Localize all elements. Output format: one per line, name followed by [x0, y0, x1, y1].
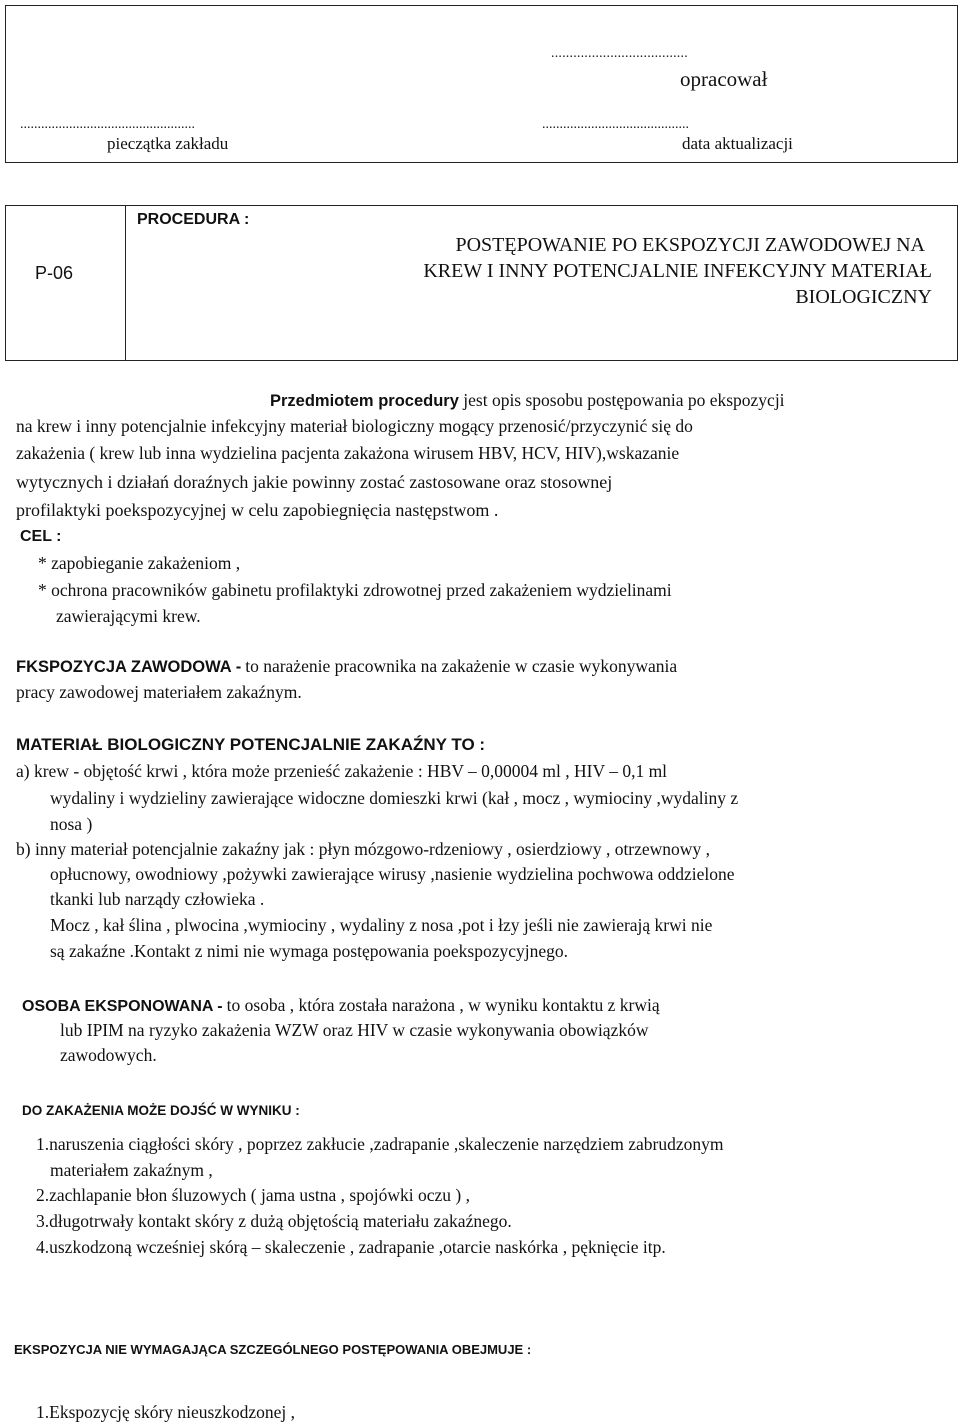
osoba-line-3: zawodowych. [60, 1045, 157, 1065]
procedure-divider [125, 206, 126, 360]
date-dots: .......................................... [542, 117, 689, 132]
osoba-definition [22, 995, 660, 1016]
ekspozycja-heading: FKSPOZYCJA ZAWODOWA - [16, 658, 242, 676]
osoba-heading: OSOBA EKSPONOWANA - [22, 998, 223, 1015]
prepared-by-label: opracował [680, 67, 768, 91]
material-line-b: b) inny materiał potencjalnie zakaźny jak : płyn mózgowo-rdzeniowy , osierdziowy , otrzewnowy , [16, 839, 710, 859]
intro-line-3: wytycznych i działań doraźnych jakie powinny zostać zastosowane oraz stosownej [16, 472, 613, 492]
cel-item-1: * zapobieganie zakażeniom , [38, 553, 241, 573]
osoba-line-2: lub IPIM na ryzyko zakażenia WZW oraz HIV w czasie wykonywania obowiązków [60, 1020, 649, 1040]
material-line-c: Mocz , kał ślina , plwocina ,wymiociny , wydaliny z nosa ,pot i łzy jeśli nie zawierają krwi nie [50, 915, 713, 935]
intro-lead-bold: Przedmiotem procedury [270, 392, 459, 410]
intro-lead-rest: jest opis sposobu postępowania po ekspozycji [463, 390, 785, 410]
procedure-title-line-1: POSTĘPOWANIE PO EKSPOZYCJI ZAWODOWEJ NA [455, 234, 925, 256]
osoba-text: to osoba , która została narażona , w wyniku kontaktu z krwią [226, 995, 660, 1015]
signature-dots: ..................................... [551, 46, 688, 61]
date-label: data aktualizacji [682, 134, 793, 153]
procedure-title-line-3: BIOLOGICZNY [795, 286, 932, 308]
zakazenie-item-1b: materiałem zakaźnym , [50, 1160, 213, 1180]
intro-lead [270, 390, 785, 411]
stamp-dots: .................................................. [20, 117, 195, 132]
header-box [5, 5, 958, 163]
procedure-label: PROCEDURA : [137, 211, 250, 228]
material-line-a2: wydaliny i wydzieliny zawierające widoczne domieszki krwi (kał , mocz , wymiociny ,wydaliny z [50, 788, 739, 808]
material-line-c2: są zakaźne .Kontakt z nimi nie wymaga postępowania poekspozycyjnego. [50, 941, 569, 961]
material-line-a: a) krew - objętość krwi , która może przenieść zakażenie : HBV – 0,00004 ml , HIV – 0,1 ml [16, 761, 668, 781]
nie-wymagajaca-heading: EKSPOZYCJA NIE WYMAGAJĄCA SZCZEGÓLNEGO POSTĘPOWANIA OBEJMUJE : [14, 1342, 532, 1357]
stamp-label: pieczątka zakładu [107, 134, 229, 153]
intro-line-4: profilaktyki poekspozycyjnej w celu zapobiegnięcia następstwom . [16, 500, 499, 520]
cel-item-2: * ochrona pracowników gabinetu profilaktyki zdrowotnej przed zakażeniem wydzielinami [38, 580, 672, 600]
procedure-code: P-06 [35, 263, 74, 283]
nie-wymagajaca-item-1: 1.Ekspozycję skóry nieuszkodzonej , [36, 1402, 296, 1422]
material-heading: MATERIAŁ BIOLOGICZNY POTENCJALNIE ZAKAŹNY TO : [16, 735, 486, 754]
ekspozycja-text: to narażenie pracownika na zakażenie w czasie wykonywania [245, 656, 678, 676]
zakazenie-item-3: 3.długotrwały kontakt skóry z dużą objętością materiału zakaźnego. [36, 1211, 512, 1231]
ekspozycja-text-line-2: pracy zawodowej materiałem zakaźnym. [16, 682, 302, 702]
intro-line-2: zakażenia ( krew lub inna wydzielina pacjenta zakażona wirusem HBV, HCV, HIV),wskazanie [16, 443, 680, 463]
procedure-title-line-2: KREW I INNY POTENCJALNIE INFEKCYJNY MATERIAŁ [423, 260, 932, 282]
material-line-a3: nosa ) [50, 814, 93, 834]
procedure-box [5, 205, 958, 361]
zakazenie-item-1: 1.naruszenia ciągłości skóry , poprzez zakłucie ,zadrapanie ,skaleczenie narzędziem zabrudzonym [36, 1134, 724, 1154]
zakazenie-item-4: 4.uszkodzoną wcześniej skórą – skaleczenie , zadrapanie ,otarcie naskórka , pęknięcie itp. [36, 1237, 666, 1257]
cel-heading: CEL : [20, 528, 62, 545]
cel-item-3: zawierającymi krew. [56, 606, 201, 626]
material-line-b2: opłucnowy, owodniowy ,pożywki zawierające wirusy ,nasienie wydzielina pochwowa oddzielone [50, 864, 735, 884]
zakazenie-item-2: 2.zachlapanie błon śluzowych ( jama ustna , spojówki oczu ) , [36, 1185, 470, 1205]
zakazenie-heading: DO ZAKAŻENIA MOŻE DOJŚĆ W WYNIKU : [22, 1103, 300, 1118]
ekspozycja-definition [16, 656, 677, 677]
material-line-b3: tkanki lub narządy człowieka . [50, 889, 265, 909]
intro-line-1: na krew i inny potencjalnie infekcyjny materiał biologiczny mogący przenosić/przyczynić się do [16, 416, 693, 436]
